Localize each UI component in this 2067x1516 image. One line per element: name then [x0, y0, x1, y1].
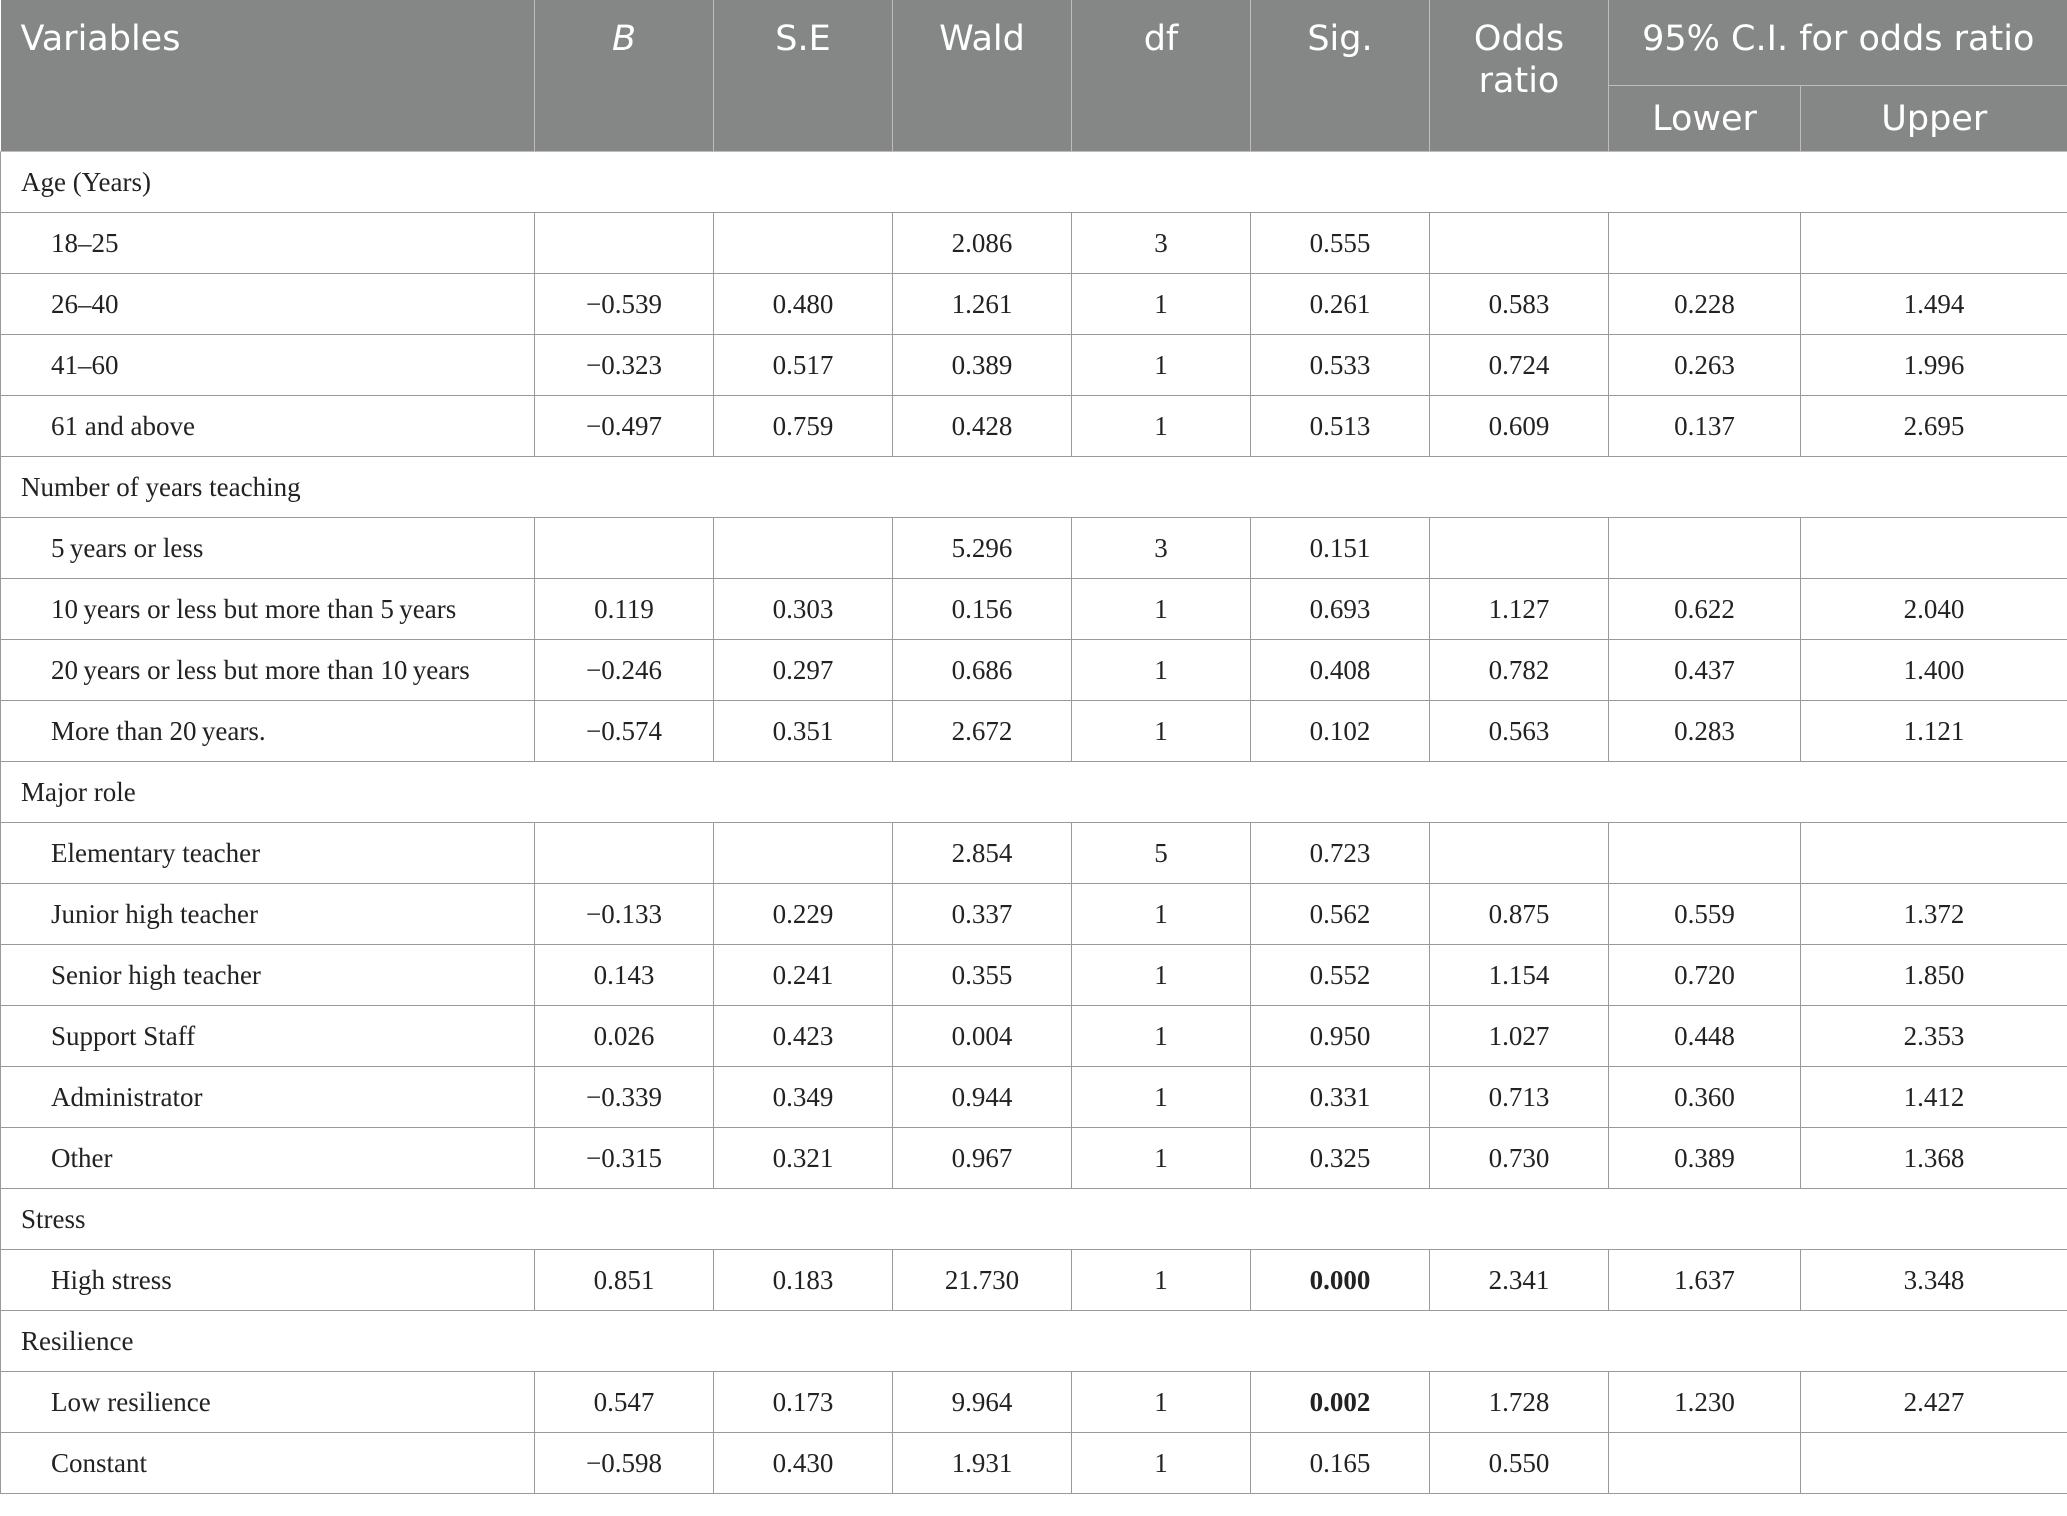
- table-row: [1, 274, 2067, 335]
- significance-cell: 0.408: [1251, 640, 1430, 701]
- coefficient-b-cell: [535, 213, 714, 274]
- table-row: [1, 579, 2067, 640]
- section-header-row: [1, 152, 2067, 213]
- ci-upper-cell: 1.400: [1801, 640, 2067, 701]
- significance-cell: 0.002: [1251, 1372, 1430, 1433]
- ci-upper-cell: [1801, 1433, 2067, 1494]
- ci-upper-cell: 1.372: [1801, 884, 2067, 945]
- odds-ratio-cell: 0.875: [1430, 884, 1609, 945]
- table-row: [1, 1006, 2067, 1067]
- odds-ratio-cell: 0.782: [1430, 640, 1609, 701]
- coefficient-b-cell: −0.339: [535, 1067, 714, 1128]
- table-row: [1, 823, 2067, 884]
- table-row: [1, 701, 2067, 762]
- ci-upper-cell: 1.412: [1801, 1067, 2067, 1128]
- ci-lower-cell: [1609, 823, 1801, 884]
- ci-lower-cell: 0.437: [1609, 640, 1801, 701]
- section-header-row: [1, 1189, 2067, 1250]
- ci-lower-cell: 0.559: [1609, 884, 1801, 945]
- significance-cell: 0.723: [1251, 823, 1430, 884]
- ci-upper-cell: [1801, 823, 2067, 884]
- wald-cell: 0.944: [893, 1067, 1072, 1128]
- wald-cell: 5.296: [893, 518, 1072, 579]
- wald-cell: 2.854: [893, 823, 1072, 884]
- header-wald: Wald: [893, 0, 1072, 152]
- odds-ratio-cell: 1.027: [1430, 1006, 1609, 1067]
- odds-ratio-cell: 1.127: [1430, 579, 1609, 640]
- coefficient-b-cell: −0.539: [535, 274, 714, 335]
- coefficient-b-cell: [535, 518, 714, 579]
- standard-error-cell: 0.423: [714, 1006, 893, 1067]
- significance-cell: 0.151: [1251, 518, 1430, 579]
- ci-lower-cell: 0.622: [1609, 579, 1801, 640]
- variable-label: 18–25: [1, 213, 535, 274]
- variable-label: Junior high teacher: [1, 884, 535, 945]
- wald-cell: 0.686: [893, 640, 1072, 701]
- ci-lower-cell: 1.637: [1609, 1250, 1801, 1311]
- significance-cell: 0.261: [1251, 274, 1430, 335]
- coefficient-b-cell: 0.851: [535, 1250, 714, 1311]
- standard-error-cell: 0.759: [714, 396, 893, 457]
- df-cell: 1: [1072, 1372, 1251, 1433]
- ci-lower-cell: 0.448: [1609, 1006, 1801, 1067]
- ci-upper-cell: [1801, 518, 2067, 579]
- header-sig: Sig.: [1251, 0, 1430, 152]
- coefficient-b-cell: −0.497: [535, 396, 714, 457]
- significance-cell: 0.552: [1251, 945, 1430, 1006]
- coefficient-b-cell: −0.246: [535, 640, 714, 701]
- table-row: [1, 1250, 2067, 1311]
- standard-error-cell: [714, 213, 893, 274]
- ci-lower-cell: 0.389: [1609, 1128, 1801, 1189]
- odds-ratio-cell: 2.341: [1430, 1250, 1609, 1311]
- variable-label: Other: [1, 1128, 535, 1189]
- variable-label: 26–40: [1, 274, 535, 335]
- table-row: [1, 335, 2067, 396]
- coefficient-b-cell: 0.026: [535, 1006, 714, 1067]
- df-cell: 5: [1072, 823, 1251, 884]
- coefficient-b-cell: −0.315: [535, 1128, 714, 1189]
- table-row: [1, 1433, 2067, 1494]
- standard-error-cell: 0.321: [714, 1128, 893, 1189]
- coefficient-b-cell: 0.547: [535, 1372, 714, 1433]
- significance-cell: 0.693: [1251, 579, 1430, 640]
- df-cell: 1: [1072, 1128, 1251, 1189]
- df-cell: 1: [1072, 945, 1251, 1006]
- odds-ratio-cell: 0.730: [1430, 1128, 1609, 1189]
- df-cell: 1: [1072, 1250, 1251, 1311]
- ci-lower-cell: 1.230: [1609, 1372, 1801, 1433]
- coefficient-b-cell: 0.143: [535, 945, 714, 1006]
- variable-label: More than 20 years.: [1, 701, 535, 762]
- header-variables: Variables: [1, 0, 535, 152]
- ci-lower-cell: 0.720: [1609, 945, 1801, 1006]
- standard-error-cell: 0.303: [714, 579, 893, 640]
- df-cell: 1: [1072, 1006, 1251, 1067]
- df-cell: 1: [1072, 884, 1251, 945]
- df-cell: 1: [1072, 274, 1251, 335]
- header-df: df: [1072, 0, 1251, 152]
- wald-cell: 0.428: [893, 396, 1072, 457]
- ci-upper-cell: 1.494: [1801, 274, 2067, 335]
- df-cell: 1: [1072, 335, 1251, 396]
- wald-cell: 0.337: [893, 884, 1072, 945]
- coefficient-b-cell: [535, 823, 714, 884]
- table-row: [1, 945, 2067, 1006]
- significance-cell: 0.331: [1251, 1067, 1430, 1128]
- odds-ratio-cell: [1430, 823, 1609, 884]
- odds-ratio-cell: 0.550: [1430, 1433, 1609, 1494]
- coefficient-b-cell: 0.119: [535, 579, 714, 640]
- ci-upper-cell: 3.348: [1801, 1250, 2067, 1311]
- section-header-row: [1, 457, 2067, 518]
- significance-cell: 0.562: [1251, 884, 1430, 945]
- table-row: [1, 213, 2067, 274]
- significance-cell: 0.325: [1251, 1128, 1430, 1189]
- variable-label: Support Staff: [1, 1006, 535, 1067]
- section-header-row: [1, 762, 2067, 823]
- odds-ratio-cell: 0.563: [1430, 701, 1609, 762]
- standard-error-cell: 0.241: [714, 945, 893, 1006]
- df-cell: 1: [1072, 1433, 1251, 1494]
- wald-cell: 0.355: [893, 945, 1072, 1006]
- table-row: [1, 396, 2067, 457]
- significance-cell: 0.165: [1251, 1433, 1430, 1494]
- header-b: B: [535, 0, 714, 152]
- significance-cell: 0.533: [1251, 335, 1430, 396]
- standard-error-cell: 0.173: [714, 1372, 893, 1433]
- variable-label: 10 years or less but more than 5 years: [1, 579, 535, 640]
- df-cell: 1: [1072, 579, 1251, 640]
- df-cell: 1: [1072, 640, 1251, 701]
- wald-cell: 1.931: [893, 1433, 1072, 1494]
- odds-ratio-cell: 1.728: [1430, 1372, 1609, 1433]
- odds-ratio-cell: 0.713: [1430, 1067, 1609, 1128]
- variable-label: Senior high teacher: [1, 945, 535, 1006]
- ci-lower-cell: 0.263: [1609, 335, 1801, 396]
- standard-error-cell: 0.480: [714, 274, 893, 335]
- table-row: [1, 640, 2067, 701]
- ci-upper-cell: 2.353: [1801, 1006, 2067, 1067]
- header-odds-ratio-text: Odds ratio: [1473, 19, 1565, 101]
- section-title: Stress: [1, 1189, 2067, 1250]
- ci-lower-cell: [1609, 213, 1801, 274]
- standard-error-cell: 0.297: [714, 640, 893, 701]
- section-title: Resilience: [1, 1311, 2067, 1372]
- ci-upper-cell: 1.121: [1801, 701, 2067, 762]
- ci-lower-cell: 0.137: [1609, 396, 1801, 457]
- variable-label: 61 and above: [1, 396, 535, 457]
- df-cell: 1: [1072, 701, 1251, 762]
- standard-error-cell: 0.183: [714, 1250, 893, 1311]
- odds-ratio-cell: [1430, 518, 1609, 579]
- section-title: Major role: [1, 762, 2067, 823]
- wald-cell: 9.964: [893, 1372, 1072, 1433]
- wald-cell: 0.156: [893, 579, 1072, 640]
- coefficient-b-cell: −0.574: [535, 701, 714, 762]
- ci-lower-cell: 0.228: [1609, 274, 1801, 335]
- header-se: S.E: [714, 0, 893, 152]
- variable-label: 20 years or less but more than 10 years: [1, 640, 535, 701]
- table-row: [1, 1372, 2067, 1433]
- standard-error-cell: 0.517: [714, 335, 893, 396]
- df-cell: 1: [1072, 396, 1251, 457]
- wald-cell: 21.730: [893, 1250, 1072, 1311]
- significance-cell: 0.000: [1251, 1250, 1430, 1311]
- ci-upper-cell: 1.850: [1801, 945, 2067, 1006]
- section-header-row: [1, 1311, 2067, 1372]
- coefficient-b-cell: −0.323: [535, 335, 714, 396]
- header-odds-ratio: [1430, 0, 1609, 152]
- variable-label: Low resilience: [1, 1372, 535, 1433]
- ci-lower-cell: [1609, 1433, 1801, 1494]
- variable-label: 41–60: [1, 335, 535, 396]
- table-row: [1, 1128, 2067, 1189]
- coefficient-b-cell: −0.133: [535, 884, 714, 945]
- significance-cell: 0.102: [1251, 701, 1430, 762]
- ci-lower-cell: [1609, 518, 1801, 579]
- standard-error-cell: 0.229: [714, 884, 893, 945]
- section-title: Age (Years): [1, 152, 2067, 213]
- header-lower: Lower: [1609, 86, 1801, 152]
- wald-cell: 2.086: [893, 213, 1072, 274]
- table-row: [1, 1067, 2067, 1128]
- odds-ratio-cell: 0.583: [1430, 274, 1609, 335]
- ci-upper-cell: 2.427: [1801, 1372, 2067, 1433]
- ci-upper-cell: 1.996: [1801, 335, 2067, 396]
- header-ci: 95% C.I. for odds ratio: [1609, 0, 2067, 86]
- ci-upper-cell: 2.695: [1801, 396, 2067, 457]
- ci-upper-cell: [1801, 213, 2067, 274]
- ci-lower-cell: 0.283: [1609, 701, 1801, 762]
- odds-ratio-cell: 1.154: [1430, 945, 1609, 1006]
- ci-upper-cell: 1.368: [1801, 1128, 2067, 1189]
- header-upper: Upper: [1801, 86, 2067, 152]
- table-body: [1, 152, 2067, 1494]
- df-cell: 1: [1072, 1067, 1251, 1128]
- significance-cell: 0.513: [1251, 396, 1430, 457]
- odds-ratio-cell: [1430, 213, 1609, 274]
- df-cell: 3: [1072, 518, 1251, 579]
- table-row: [1, 884, 2067, 945]
- coefficient-b-cell: −0.598: [535, 1433, 714, 1494]
- variable-label: 5 years or less: [1, 518, 535, 579]
- wald-cell: 0.004: [893, 1006, 1072, 1067]
- standard-error-cell: [714, 518, 893, 579]
- variable-label: Administrator: [1, 1067, 535, 1128]
- wald-cell: 2.672: [893, 701, 1072, 762]
- wald-cell: 1.261: [893, 274, 1072, 335]
- standard-error-cell: 0.430: [714, 1433, 893, 1494]
- significance-cell: 0.950: [1251, 1006, 1430, 1067]
- ci-upper-cell: 2.040: [1801, 579, 2067, 640]
- df-cell: 3: [1072, 213, 1251, 274]
- variable-label: Constant: [1, 1433, 535, 1494]
- standard-error-cell: [714, 823, 893, 884]
- wald-cell: 0.967: [893, 1128, 1072, 1189]
- ci-lower-cell: 0.360: [1609, 1067, 1801, 1128]
- odds-ratio-cell: 0.609: [1430, 396, 1609, 457]
- table-header: [1, 0, 2067, 152]
- standard-error-cell: 0.351: [714, 701, 893, 762]
- wald-cell: 0.389: [893, 335, 1072, 396]
- significance-cell: 0.555: [1251, 213, 1430, 274]
- table-row: [1, 518, 2067, 579]
- variable-label: High stress: [1, 1250, 535, 1311]
- odds-ratio-cell: 0.724: [1430, 335, 1609, 396]
- standard-error-cell: 0.349: [714, 1067, 893, 1128]
- variable-label: Elementary teacher: [1, 823, 535, 884]
- section-title: Number of years teaching: [1, 457, 2067, 518]
